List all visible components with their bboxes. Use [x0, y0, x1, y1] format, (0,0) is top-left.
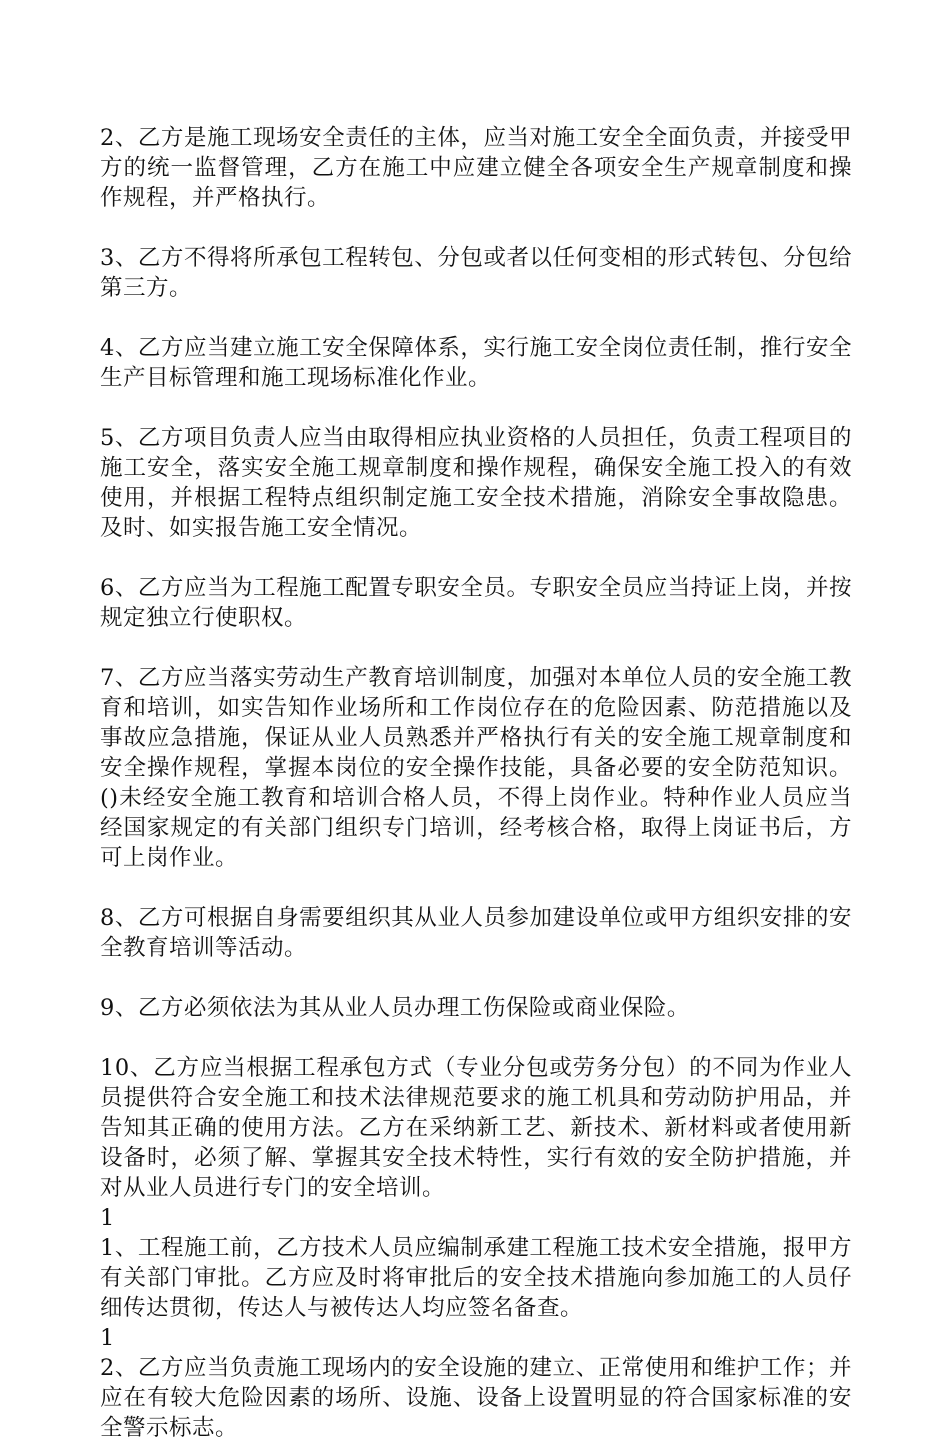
document-body: [100, 123, 852, 1443]
clause-5: 5、乙方项目负责人应当由取得相应执业资格的人员担任，负责工程项目的施工安全，落实安全施工规章制度和操作规程，确保安全施工投入的有效使用，并根据工程特点组织制定施工安全技术措施，消除安全事故隐患。及时、如实报告施工安全情况。: [100, 425, 852, 541]
section-marker-2: 1: [100, 1325, 115, 1351]
clause-6: 6、乙方应当为工程施工配置专职安全员。专职安全员应当持证上岗，并按规定独立行使职权。: [100, 575, 852, 631]
section-marker-1: 1: [100, 1205, 115, 1231]
clause-9: 9、乙方必须依法为其从业人员办理工伤保险或商业保险。: [100, 995, 690, 1021]
clause-3: 3、乙方不得将所承包工程转包、分包或者以任何变相的形式转包、分包给第三方。: [100, 245, 852, 301]
clause-2: 2、乙方是施工现场安全责任的主体，应当对施工安全全面负责，并接受甲方的统一监督管理，乙方在施工中应建立健全各项安全生产规章制度和操作规程，并严格执行。: [100, 125, 852, 211]
section-clause-1: 1、工程施工前，乙方技术人员应编制承建工程施工技术安全措施，报甲方有关部门审批。乙方应及时将审批后的安全技术措施向参加施工的人员仔细传达贯彻，传达人与被传达人均应签名备查。: [100, 1235, 852, 1321]
clause-8: 8、乙方可根据自身需要组织其从业人员参加建设单位或甲方组织安排的安全教育培训等活动。: [100, 905, 852, 961]
clause-7: 7、乙方应当落实劳动生产教育培训制度，加强对本单位人员的安全施工教育和培训，如实告知作业场所和工作岗位存在的危险因素、防范措施以及事故应急措施，保证从业人员熟悉并严格执行有关的安全施工规章制度和安全操作规程，掌握本岗位的安全操作技能，具备必要的安全防范知识。()未经安全施工教育和培训合格人员，不得上岗作业。特种作业人员应当经国家规定的有关部门组织专门培训，经考核合格，取得上岗证书后，方可上岗作业。: [100, 665, 852, 871]
section-clause-2: 2、乙方应当负责施工现场内的安全设施的建立、正常使用和维护工作；并应在有较大危险因素的场所、设施、设备上设置明显的符合国家标准的安全警示标志。: [100, 1355, 852, 1441]
clause-4: 4、乙方应当建立施工安全保障体系，实行施工安全岗位责任制，推行安全生产目标管理和施工现场标准化作业。: [100, 335, 852, 391]
clause-10: 10、乙方应当根据工程承包方式（专业分包或劳务分包）的不同为作业人员提供符合安全施工和技术法律规范要求的施工机具和劳动防护用品，并告知其正确的使用方法。乙方在采纳新工艺、新技术、新材料或者使用新设备时，必须了解、掌握其安全技术特性，实行有效的安全防护措施，并对从业人员进行专门的安全培训。: [100, 1055, 852, 1201]
